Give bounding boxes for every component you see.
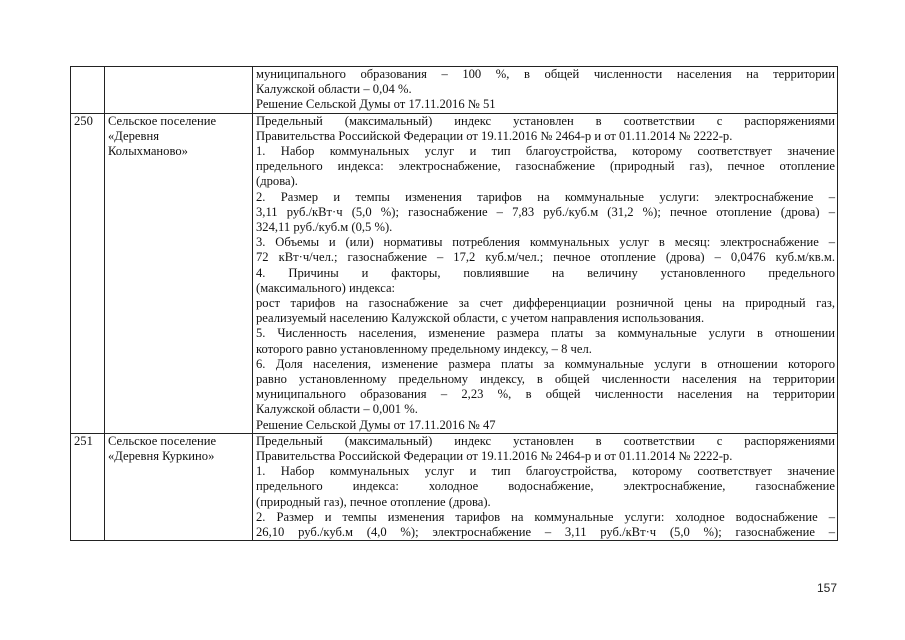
settlement-name-line: Сельское поселение (108, 433, 217, 448)
table-row (71, 67, 838, 114)
description-line: 4. Причины и факторы, повлиявшие на величину установленного предельного (256, 265, 835, 280)
description-line: предельного индекса: электроснабжение, газоснабжение (природный газ), печное отопление (256, 159, 835, 174)
description-line: реализуемый населению Калужской области, с учетом направления использования. (256, 311, 705, 326)
settlement-name-line: Колыхманово» (108, 144, 188, 159)
description-line: равно установленному предельному индексу, в общей численности населения на территории (256, 372, 835, 387)
description-line: муниципального образования – 100 %, в общей численности населения на территории (256, 67, 835, 81)
description-line: Правительства Российской Федерации от 19.11.2016 № 2464-р и от 01.11.2014 № 2222-р. (256, 128, 733, 143)
table-body (71, 67, 838, 541)
settlement-name-line: «Деревня Куркино» (108, 449, 215, 464)
description-line: 2. Размер и темпы изменения тарифов на коммунальные услуги: холодное водоснабжение – (256, 509, 835, 524)
index-description-cell (253, 113, 838, 433)
description-line: Калужской области – 0,001 %. (256, 402, 418, 417)
tariff-index-table (70, 66, 838, 541)
description-line: 3. Объемы и (или) нормативы потребления коммунальных услуг в месяц: электроснабжение – (256, 235, 835, 250)
row-number-cell: 251 (71, 433, 105, 540)
description-line: 26,10 руб./куб.м (4,0 %); электроснабжение – 3,11 руб./кВт·ч (5,0 %); газоснабжение – (256, 525, 835, 540)
description-line: 72 кВт·ч/чел.; газоснабжение – 17,2 куб.м/чел.; печное отопление (дрова) – 0,0476 куб.м/кв.м. (256, 250, 835, 265)
index-description-cell (253, 67, 838, 114)
description-line: (максимального) индекса: (256, 280, 396, 295)
row-number-cell (71, 67, 105, 114)
description-line: Предельный (максимальный) индекс установлен в соответствии с распоряжениями (256, 433, 835, 448)
row-number-cell: 250 (71, 113, 105, 433)
settlement-name-line: Сельское поселение (108, 113, 217, 128)
description-line: Правительства Российской Федерации от 19.11.2016 № 2464-р и от 01.11.2014 № 2222-р. (256, 449, 733, 464)
description-line: которого равно установленному предельному индексу, – 8 чел. (256, 341, 592, 356)
page-number: 157 (817, 581, 838, 595)
description-line: Калужской области – 0,04 %. (256, 82, 412, 97)
description-line: муниципального образования – 2,23 %, в общей численности населения на территории (256, 387, 835, 402)
settlement-name-cell (105, 113, 253, 433)
settlement-name-line: «Деревня (108, 128, 159, 143)
description-line: 1. Набор коммунальных услуг и тип благоустройства, которому соответствует значение (256, 144, 835, 159)
index-description-cell (253, 433, 838, 540)
description-line: 5. Численность населения, изменение размера платы за коммунальные услуги в отношении (256, 326, 835, 341)
table-row (71, 113, 838, 433)
description-line: Предельный (максимальный) индекс установлен в соответствии с распоряжениями (256, 113, 835, 128)
description-line: 6. Доля населения, изменение размера платы за коммунальные услуги в отношении которого (256, 356, 835, 371)
table-row (71, 433, 838, 540)
description-line: Решение Сельской Думы от 17.11.2016 № 51 (256, 97, 496, 112)
description-line: рост тарифов на газоснабжение за счет дифференциации розничной цены на природный газ, (256, 296, 835, 311)
description-line: Решение Сельской Думы от 17.11.2016 № 47 (256, 417, 496, 432)
description-line: 3,11 руб./кВт·ч (5,0 %); газоснабжение – 7,83 руб./куб.м (31,2 %); печное отопление (дрова) – (256, 204, 835, 219)
description-line: предельного индекса: холодное водоснабжение, электроснабжение, газоснабжение (256, 479, 835, 494)
description-line: 324,11 руб./куб.м (0,5 %). (256, 220, 393, 235)
settlement-name-cell (105, 433, 253, 540)
description-line: (дрова). (256, 174, 298, 189)
description-line: (природный газ), печное отопление (дрова). (256, 494, 491, 509)
description-line: 1. Набор коммунальных услуг и тип благоустройства, которому соответствует значение (256, 464, 835, 479)
settlement-name-cell (105, 67, 253, 114)
description-line: 2. Размер и темпы изменения тарифов на коммунальные услуги: электроснабжение – (256, 189, 835, 204)
